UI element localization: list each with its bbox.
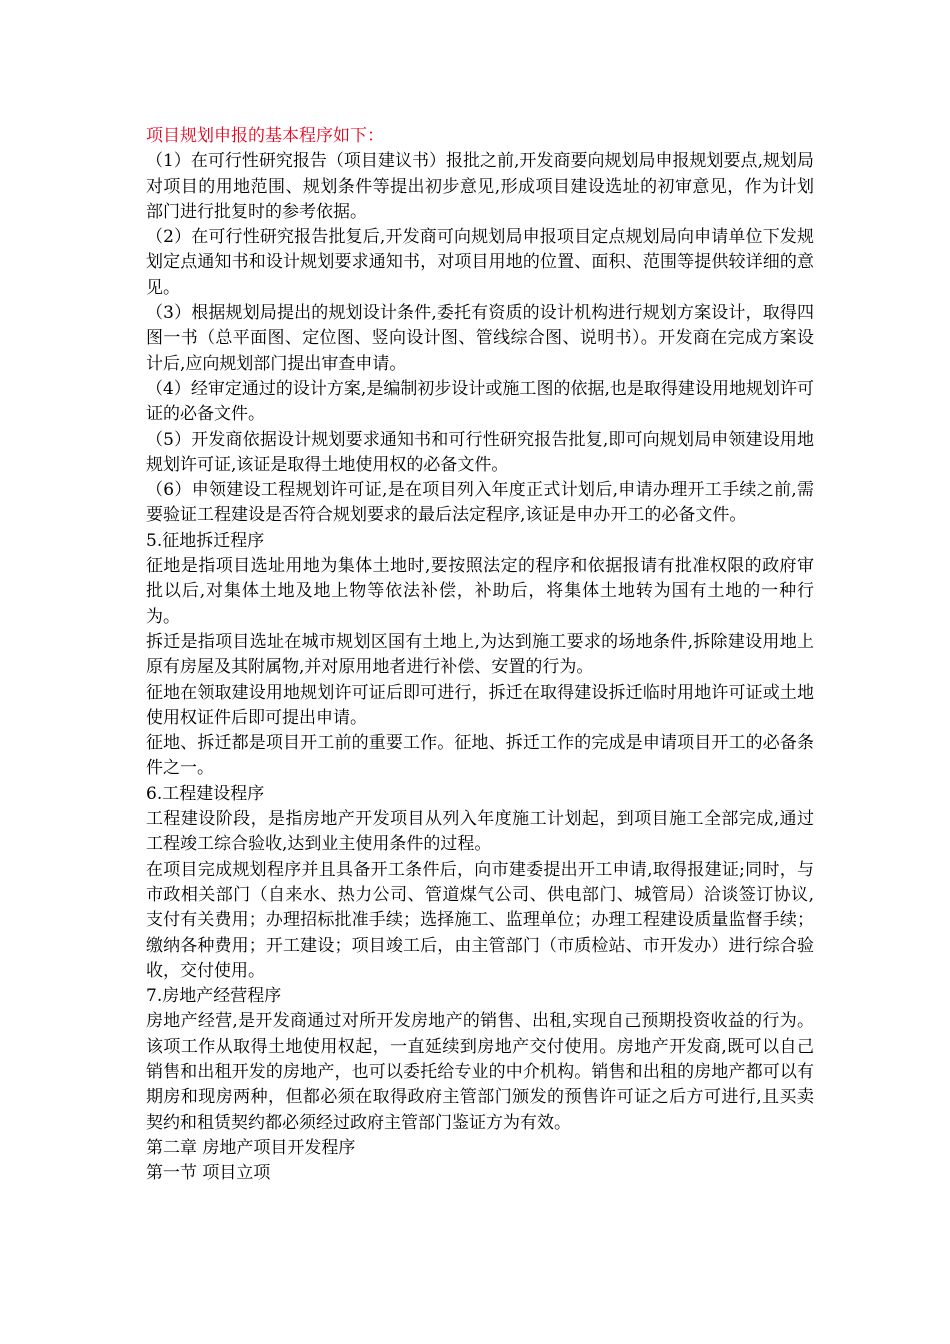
chapter-heading: 第二章 房地产项目开发程序: [146, 1137, 356, 1158]
paragraph-step-2: （2）在可行性研究报告批复后,开发商可向规划局申报项目定点规划局向申请单位下发规划定点通知书和设计规划要求通知书，对项目用地的位置、面积、范围等提供较详细的意见。: [146, 227, 814, 298]
paragraph-land-acquisition-definition: 征地是指项目选址用地为集体土地时,要按照法定的程序和依据报请有批准权限的政府审批以后,对集体土地及地上物等依法补偿，补助后，将集体土地转为国有土地的一种行为。: [146, 556, 814, 627]
paragraph-demolition-definition: 拆迁是指项目选址在城市规划区国有土地上,为达到施工要求的场地条件,拆除建设用地上原有房屋及其附属物,并对原用地者进行补偿、安置的行为。: [146, 631, 814, 678]
paragraph-construction-stage: 工程建设阶段，是指房地产开发项目从列入年度施工计划起，到项目施工全部完成,通过工程竣工综合验收,达到业主使用条件的过程。: [146, 809, 814, 855]
paragraph-acquisition-importance: 征地、拆迁都是项目开工前的重要工作。征地、拆迁工作的完成是申请项目开工的必备条件之一。: [146, 733, 814, 779]
document-body: [146, 124, 814, 1186]
paragraph-step-6: （6）申领建设工程规划许可证,是在项目列入年度正式计划后,申请办理开工手续之前,需要验证工程建设是否符合规划要求的最后法定程序,该证是申办开工的必备文件。: [146, 480, 814, 526]
section-heading-project-approval: 第一节 项目立项: [146, 1163, 271, 1184]
paragraph-step-4: （4）经审定通过的设计方案,是编制初步设计或施工图的依据,也是取得建设用地规划许可证的必备文件。: [146, 378, 814, 425]
section-heading-planning-procedure: 项目规划申报的基本程序如下：: [146, 126, 384, 146]
paragraph-step-3: （3）根据规划局提出的规划设计条件,委托有资质的设计机构进行规划方案设计，取得四图一书（总平面图、定位图、竖向设计图、管线综合图、说明书）。开发商在完成方案设计后,应向规划部门提出审查申请。: [146, 303, 814, 374]
paragraph-step-5: （5）开发商依据设计规划要求通知书和可行性研究报告批复,即可向规划局申领建设用地规划许可证,该证是取得土地使用权的必备文件。: [146, 429, 814, 475]
section-heading-construction: 6.工程建设程序: [146, 783, 265, 804]
section-heading-operation: 7.房地产经营程序: [146, 986, 282, 1007]
section-heading-land-acquisition: 5.征地拆迁程序: [146, 530, 265, 551]
paragraph-operation: 房地产经营,是开发商通过对所开发房地产的销售、出租,实现自己预期投资收益的行为。该项工作从取得土地使用权起，一直延续到房地产交付使用。房地产开发商,既可以自己销售和出租开发的房地产，也可以委托给专业的中介机构。销售和出租的房地产都可以有期房和现房两种，但都必须在取得政府主管部门颁发的预售许可证之后方可进行,且买卖契约和租赁契约都必须经过政府主管部门鉴证方为有效。: [146, 1011, 814, 1133]
paragraph-acquisition-timing: 征地在领取建设用地规划许可证后即可进行，拆迁在取得建设拆迁临时用地许可证或土地使用权证件后即可提出申请。: [146, 682, 814, 728]
paragraph-step-1: （1）在可行性研究报告（项目建议书）报批之前,开发商要向规划局申报规划要点,规划局对项目的用地范围、规划条件等提出初步意见,形成项目建设选址的初审意见，作为计划部门进行批复时的参考依据。: [146, 151, 814, 222]
paragraph-construction-steps: 在项目完成规划程序并且具备开工条件后，向市建委提出开工申请,取得报建证;同时，与市政相关部门（自来水、热力公司、管道煤气公司、供电部门、城管局）洽谈签订协议,支付有关费用；办理招标批准手续；选择施工、监理单位；办理工程建设质量监督手续；缴纳各种费用；开工建设；项目竣工后，由主管部门（市质检站、市开发办）进行综合验收，交付使用。: [146, 859, 814, 981]
